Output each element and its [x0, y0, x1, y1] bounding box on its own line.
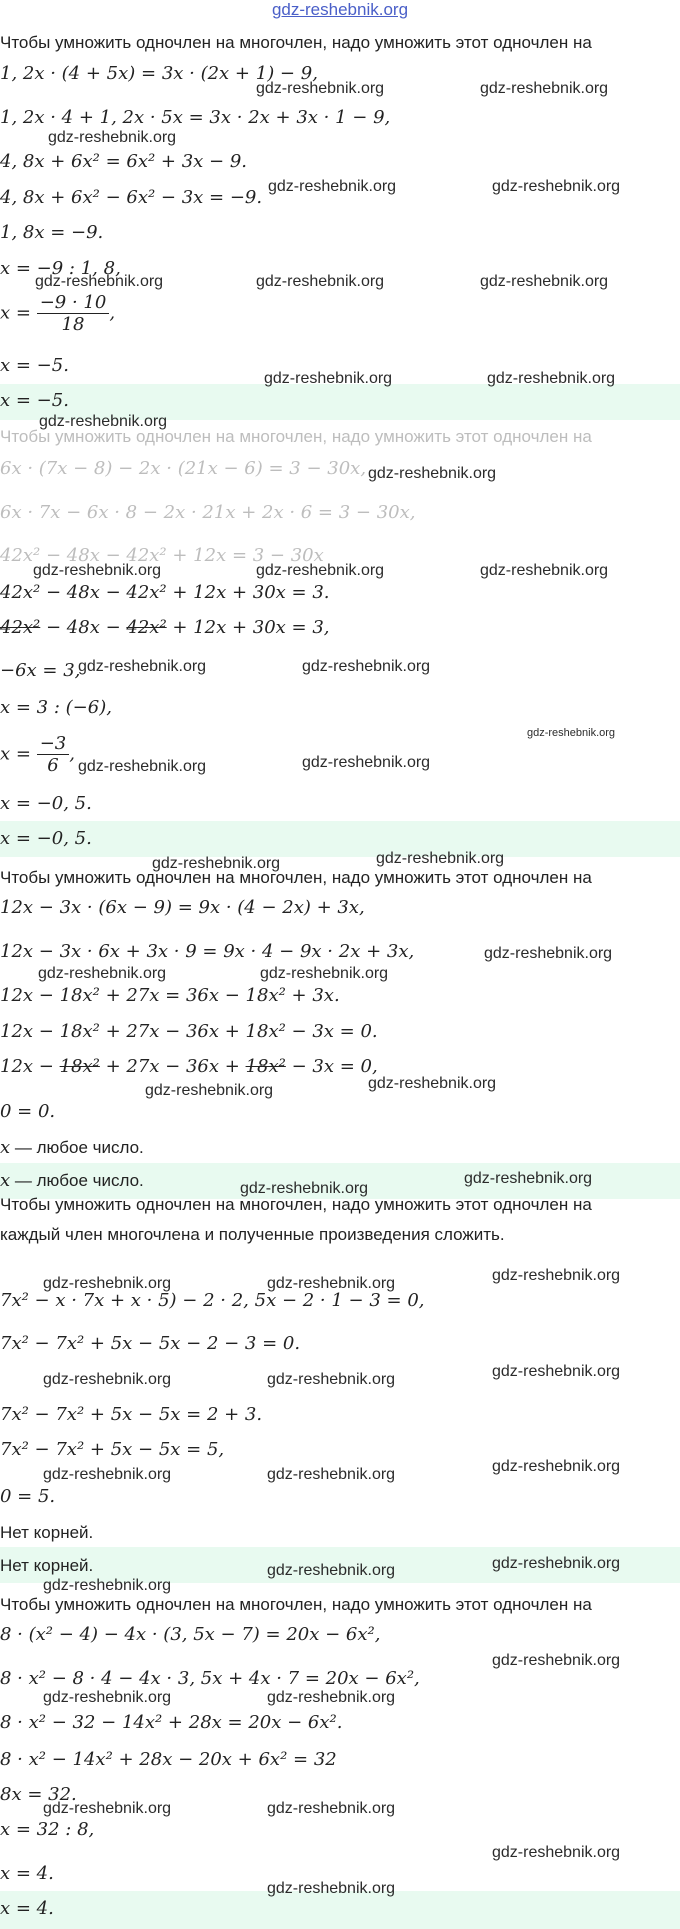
block4-line: 7x² − 7x² + 5x − 5x − 2 − 3 = 0.	[0, 1333, 301, 1354]
variable: x	[0, 1170, 11, 1191]
watermark-text: gdz-reshebnik.org	[267, 1880, 396, 1897]
block4-line: 7x² − 7x² + 5x − 5x = 2 + 3.	[0, 1404, 263, 1425]
watermark-text: gdz-reshebnik.org	[256, 562, 385, 579]
block1-fraction-line	[0, 292, 115, 335]
block3-result	[0, 1137, 144, 1158]
watermark-text: gdz-reshebnik.org	[256, 273, 385, 290]
block2-line-faded: 42x² − 48x − 42x² + 12x = 3 − 30x	[0, 545, 324, 566]
fraction-tail: ,	[109, 302, 116, 324]
block1-line: 1, 8x = −9.	[0, 222, 104, 243]
block4-intro-2: каждый член многочлена и полученные произведения сложить.	[0, 1225, 505, 1244]
block5-line: 8 · (x² − 4) − 4x · (3, 5x − 7) = 20x − 6x²,	[0, 1624, 381, 1645]
block4-line: 7x² − 7x² + 5x − 5x = 5,	[0, 1439, 225, 1460]
watermark-text: gdz-reshebnik.org	[43, 1371, 172, 1388]
fraction-denominator: 18	[37, 313, 110, 335]
block3-line: 12x − 3x · (6x − 9) = 9x · (4 − 2x) + 3x,	[0, 897, 365, 918]
block5-line: 8 · x² − 14x² + 28x − 20x + 6x² = 32	[0, 1749, 337, 1770]
watermark-text: gdz-reshebnik.org	[267, 1371, 396, 1388]
term: + 27x − 36x +	[99, 1056, 246, 1077]
watermark-text: gdz-reshebnik.org	[487, 370, 616, 387]
block4-line: 0 = 5.	[0, 1486, 56, 1507]
watermark-text: gdz-reshebnik.org	[33, 562, 162, 579]
watermark-text: gdz-reshebnik.org	[267, 1275, 396, 1292]
cancelled-term: 42x²	[0, 617, 41, 638]
watermark-text: gdz-reshebnik.org	[480, 273, 609, 290]
watermark-text: gdz-reshebnik.org	[376, 850, 505, 867]
block1-line: 1, 2x · 4 + 1, 2x · 5x = 3x · 2x + 3x · 1 − 9,	[0, 107, 391, 128]
watermark-text: gdz-reshebnik.org	[267, 1562, 396, 1579]
watermark-text: gdz-reshebnik.org	[492, 1458, 621, 1475]
watermark-text: gdz-reshebnik.org	[492, 1652, 621, 1669]
block2-fraction-line	[0, 733, 75, 776]
fraction-lhs: x =	[0, 743, 31, 765]
block2-line: x = 3 : (−6),	[0, 697, 112, 718]
result-text: — любое число.	[10, 1138, 144, 1157]
watermark-text: gdz-reshebnik.org	[464, 1170, 593, 1187]
block2-line-faded: 6x · (7x − 8) − 2x · (21x − 6) = 3 − 30x,	[0, 458, 367, 479]
fraction	[37, 733, 70, 776]
block5-line: 8 · x² − 32 − 14x² + 28x = 20x − 6x².	[0, 1712, 343, 1733]
block1-line: 4, 8x + 6x² − 6x² − 3x = −9.	[0, 187, 263, 208]
block2-line: −6x = 3,	[0, 660, 81, 681]
watermark-text: gdz-reshebnik.org	[302, 658, 431, 675]
cancelled-term: 18x²	[245, 1056, 286, 1077]
answer-band-2	[0, 821, 680, 857]
watermark-text: gdz-reshebnik.org	[240, 1180, 369, 1197]
watermark-text: gdz-reshebnik.org	[492, 1267, 621, 1284]
block2-result: x = −0, 5.	[0, 793, 92, 814]
watermark-text: gdz-reshebnik.org	[492, 1555, 621, 1572]
watermark-text: gdz-reshebnik.org	[302, 754, 431, 771]
watermark-text: gdz-reshebnik.org	[43, 1577, 172, 1594]
watermark-text: gdz-reshebnik.org	[492, 1844, 621, 1861]
watermark-text: gdz-reshebnik.org	[78, 658, 207, 675]
term: + 12x + 30x = 3,	[166, 617, 330, 638]
block3-line: 12x − 18x² + 27x = 36x − 18x² + 3x.	[0, 985, 340, 1006]
block4-result: Нет корней.	[0, 1523, 94, 1542]
watermark-text: gdz-reshebnik.org	[480, 80, 609, 97]
block1-intro: Чтобы умножить одночлен на многочлен, надо умножить этот одночлен на	[0, 33, 592, 52]
block1-line: 1, 2x · (4 + 5x) = 3x · (2x + 1) − 9,	[0, 63, 318, 84]
site-title-link[interactable]: gdz-reshebnik.org	[271, 0, 409, 19]
watermark-text: gdz-reshebnik.org	[527, 727, 616, 739]
fraction-denominator: 6	[37, 754, 70, 776]
block3-line: 12x − 3x · 6x + 3x · 9 = 9x · 4 − 9x · 2x + 3x,	[0, 941, 415, 962]
block2-line: 42x² − 48x − 42x² + 12x + 30x = 3.	[0, 582, 330, 603]
fraction-lhs: x =	[0, 302, 31, 324]
block1-answer: x = −5.	[0, 390, 69, 411]
block5-line: x = 4.	[0, 1863, 54, 1884]
watermark-text: gdz-reshebnik.org	[35, 273, 164, 290]
block3-line-cancel	[0, 1056, 378, 1077]
watermark-text: gdz-reshebnik.org	[484, 945, 613, 962]
watermark-text: gdz-reshebnik.org	[43, 1466, 172, 1483]
watermark-text: gdz-reshebnik.org	[492, 178, 621, 195]
block4-answer: Нет корней.	[0, 1556, 94, 1575]
watermark-text: gdz-reshebnik.org	[260, 965, 389, 982]
block3-line: 12x − 18x² + 27x − 36x + 18x² − 3x = 0.	[0, 1021, 378, 1042]
block2-answer: x = −0, 5.	[0, 828, 92, 849]
fraction-numerator: −3	[39, 733, 67, 754]
block5-line: x = 32 : 8,	[0, 1819, 95, 1840]
block4-line: 7x² − x · 7x + x · 5) − 2 · 2, 5x − 2 · 1 − 3 = 0,	[0, 1290, 425, 1311]
block1-line: 4, 8x + 6x² = 6x² + 3x − 9.	[0, 151, 248, 172]
term: − 48x −	[40, 617, 127, 638]
cancelled-term: 18x²	[59, 1056, 100, 1077]
block2-intro: Чтобы умножить одночлен на многочлен, надо умножить этот одночлен на	[0, 427, 592, 446]
watermark-text: gdz-reshebnik.org	[268, 178, 397, 195]
block5-line: 8x = 32.	[0, 1784, 77, 1805]
block5-answer: x = 4.	[0, 1898, 54, 1919]
watermark-text: gdz-reshebnik.org	[145, 1082, 274, 1099]
watermark-text: gdz-reshebnik.org	[480, 562, 609, 579]
block1-line: x = −9 : 1, 8,	[0, 258, 121, 279]
watermark-text: gdz-reshebnik.org	[43, 1800, 172, 1817]
fraction-numerator: −9 · 10	[39, 292, 107, 313]
fraction	[37, 292, 110, 335]
block3-intro: Чтобы умножить одночлен на многочлен, надо умножить этот одночлен на	[0, 868, 592, 887]
block4-intro-1: Чтобы умножить одночлен на многочлен, надо умножить этот одночлен на	[0, 1195, 592, 1214]
watermark-text: gdz-reshebnik.org	[48, 129, 177, 146]
block3-line: 0 = 0.	[0, 1101, 56, 1122]
block5-intro: Чтобы умножить одночлен на многочлен, надо умножить этот одночлен на	[0, 1595, 592, 1614]
answer-text: — любое число.	[10, 1171, 144, 1190]
block2-line-cancel	[0, 617, 330, 638]
watermark-text: gdz-reshebnik.org	[43, 1275, 172, 1292]
cancelled-term: 42x²	[126, 617, 167, 638]
variable: x	[0, 1137, 11, 1158]
watermark-text: gdz-reshebnik.org	[264, 370, 393, 387]
block1-result: x = −5.	[0, 355, 69, 376]
watermark-text: gdz-reshebnik.org	[39, 413, 168, 430]
watermark-text: gdz-reshebnik.org	[267, 1689, 396, 1706]
watermark-text: gdz-reshebnik.org	[43, 1689, 172, 1706]
watermark-text: gdz-reshebnik.org	[492, 1363, 621, 1380]
watermark-text: gdz-reshebnik.org	[267, 1800, 396, 1817]
block2-line-faded: 6x · 7x − 6x · 8 − 2x · 21x + 2x · 6 = 3 − 30x,	[0, 502, 416, 523]
block3-answer	[0, 1170, 144, 1191]
fraction-tail: ,	[69, 743, 75, 765]
watermark-text: gdz-reshebnik.org	[368, 465, 497, 482]
watermark-text: gdz-reshebnik.org	[267, 1466, 396, 1483]
term: 12x −	[0, 1056, 60, 1077]
watermark-text: gdz-reshebnik.org	[78, 758, 207, 775]
watermark-text: gdz-reshebnik.org	[38, 965, 167, 982]
watermark-text: gdz-reshebnik.org	[256, 80, 385, 97]
watermark-text: gdz-reshebnik.org	[368, 1075, 497, 1092]
term: − 3x = 0,	[285, 1056, 378, 1077]
watermark-text: gdz-reshebnik.org	[152, 855, 281, 872]
block5-line: 8 · x² − 8 · 4 − 4x · 3, 5x + 4x · 7 = 20x − 6x²,	[0, 1668, 420, 1689]
